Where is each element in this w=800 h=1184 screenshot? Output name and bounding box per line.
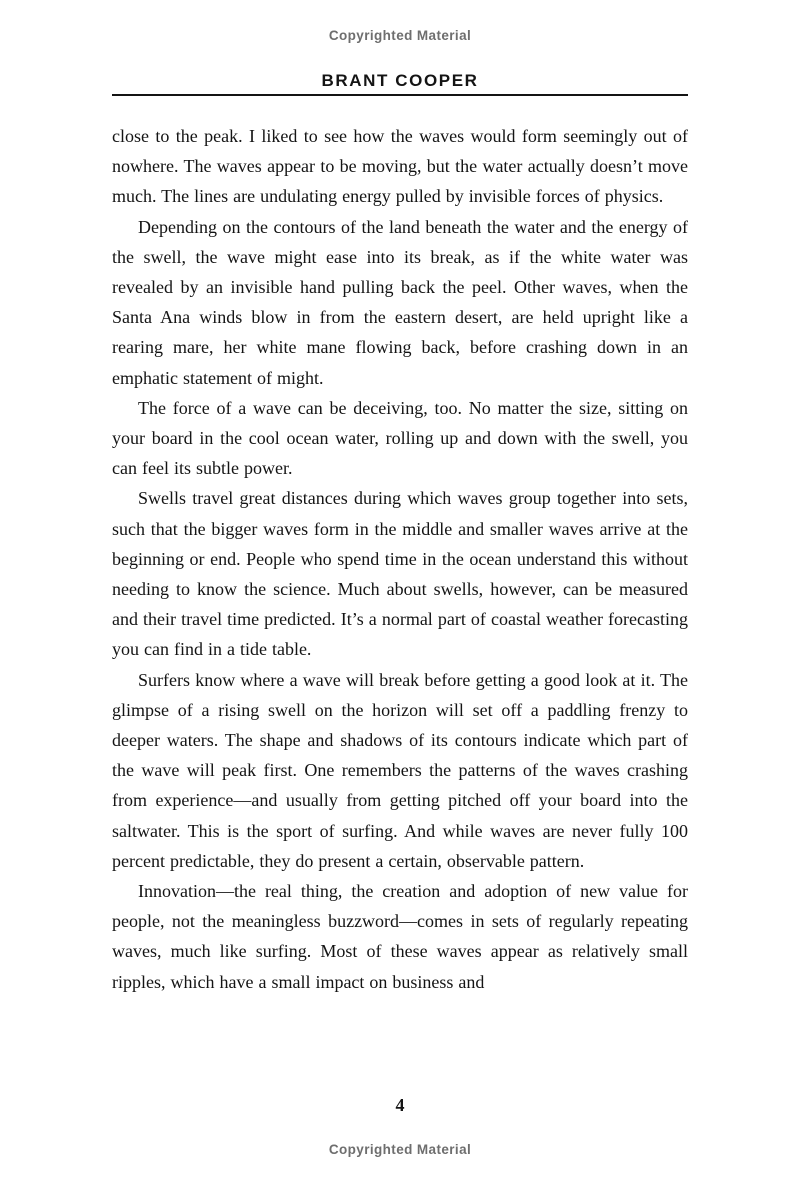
page-body-text bbox=[112, 121, 688, 997]
header-rule bbox=[112, 94, 688, 96]
paragraph: Surfers know where a wave will break before getting a good look at it. The glimpse of a rising swell on the horizon will set off a paddling frenzy to deeper waters. The shape and shadows of its contours indicate which part of the wave will peak first. One remembers the patterns of the waves crashing from experience—and usually from getting pitched off your board into the saltwater. This is the sport of surfing. And while waves are never fully 100 percent predictable, they do present a certain, observable pattern. bbox=[112, 669, 688, 871]
author-running-header: BRANT COOPER bbox=[321, 71, 479, 90]
paragraph: The force of a wave can be deceiving, too. No matter the size, sitting on your board in the cool ocean water, rolling up and down with the swell, you can feel its subtle power. bbox=[112, 397, 688, 479]
copyright-watermark-top: Copyrighted Material bbox=[328, 28, 472, 43]
page-number: 4 bbox=[395, 1095, 405, 1115]
paragraph: Innovation—the real thing, the creation and adoption of new value for people, not the meaningless buzzword—comes in sets of regularly repeating waves, much like surfing. Most of these waves appear as relatively small ripples, which have a small impact on business and bbox=[112, 881, 688, 992]
copyright-watermark-bottom: Copyrighted Material bbox=[328, 1142, 472, 1157]
paragraph: Depending on the contours of the land beneath the water and the energy of the swell, the wave might ease into its break, as if the white water was revealed by an invisible hand pulling back the peel. Other waves, when the Santa Ana winds blow in from the eastern desert, are held upright like a rearing mare, her white mane flowing back, before crashing down in an emphatic statement of might. bbox=[112, 216, 688, 388]
paragraph: close to the peak. I liked to see how the waves would form seemingly out of nowhere. The waves appear to be moving, but the water actually doesn’t move much. The lines are undulating energy pulled by invisible forces of physics. bbox=[112, 126, 688, 207]
paragraph: Swells travel great distances during which waves group together into sets, such that the bigger waves form in the middle and smaller waves arrive at the beginning or end. People who spend time in the ocean understand this without needing to know the science. Much about swells, however, can be measured and their travel time predicted. It’s a normal part of coastal weather forecasting you can find in a tide table. bbox=[112, 488, 688, 660]
